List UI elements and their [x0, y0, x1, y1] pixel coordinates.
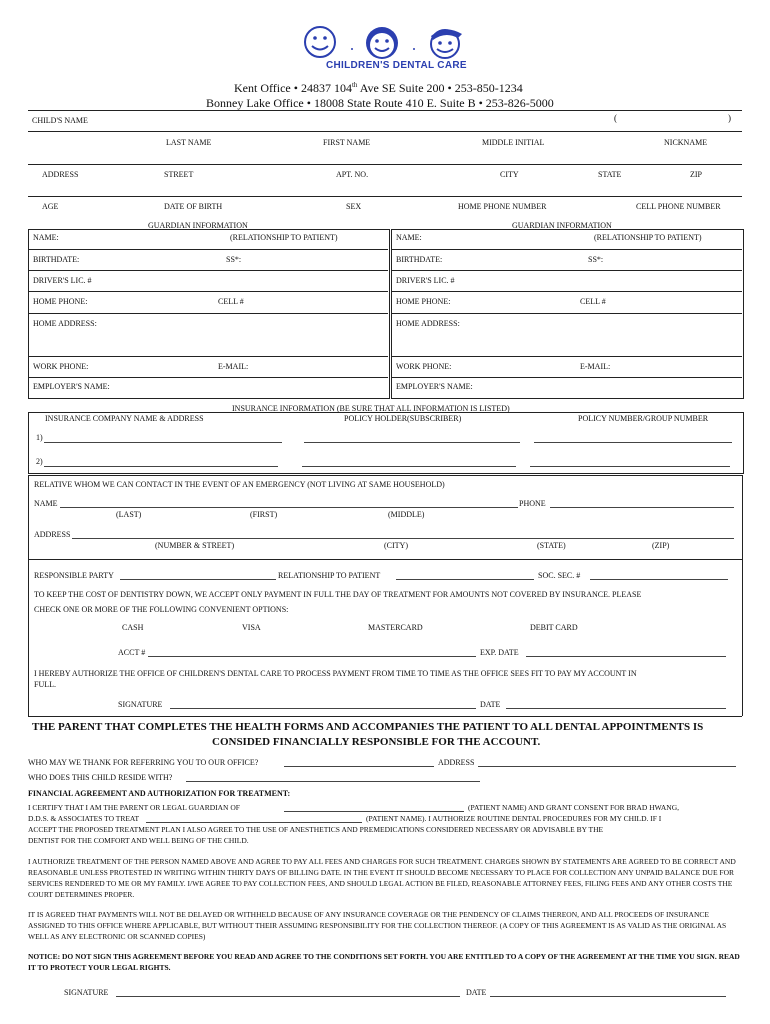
payment-date-label: DATE — [480, 700, 501, 709]
emergency-street-label: (NUMBER & STREET) — [155, 541, 235, 550]
authorize-text-1: I HEREBY AUTHORIZE THE OFFICE OF CHILDREN'S DENTAL CARE TO PROCESS PAYMENT FROM TIME TO TIME AS THE OFFICE SEES FIT TO PAY MY ACCOUNT IN — [34, 669, 637, 678]
g2-cell-label: CELL # — [580, 297, 606, 306]
payment-options-text: CHECK ONE OR MORE OF THE FOLLOWING CONVENIENT OPTIONS: — [34, 605, 289, 614]
logo-text: CHILDREN'S DENTAL CARE — [326, 60, 467, 71]
street-label: STREET — [164, 170, 194, 179]
childs-name-label: CHILD'S NAME — [32, 116, 88, 125]
emergency-phone-label: PHONE — [519, 499, 546, 508]
responsible-party-label: RESPONSIBLE PARTY — [34, 571, 114, 580]
policy-holder-label: POLICY HOLDER(SUBSCRIBER) — [344, 414, 462, 423]
guardian-box-left — [28, 229, 390, 399]
cell-phone-number-label: CELL PHONE NUMBER — [636, 202, 721, 211]
insurance-line-2-label: 2) — [36, 457, 43, 466]
parent-notice-line-1: THE PARENT THAT COMPLETES THE HEALTH FORMS AND ACCOMPANIES THE PATIENT TO ALL DENTAL APPOINTMENTS IS — [32, 721, 704, 733]
visa-option[interactable]: VISA — [242, 623, 261, 632]
g2-work-phone-label: WORK PHONE: — [396, 362, 452, 371]
emergency-zip-label: (ZIP) — [652, 541, 670, 550]
middle-initial-label: MIDDLE INITIAL — [482, 138, 545, 147]
zip-label: ZIP — [690, 170, 702, 179]
agreement-p1-e: ACCEPT THE PROPOSED TREATMENT PLAN I ALSO AGREE TO THE USE OF ANESTHETICS AND PREMEDICATIONS CONSIDERED NECESSARY OR ADVISABLE BY THE — [28, 825, 604, 834]
authorize-text-2: FULL. — [34, 680, 56, 689]
exp-date-label: EXP. DATE — [480, 648, 519, 657]
g2-name-label: NAME: — [396, 233, 422, 242]
last-name-label: LAST NAME — [166, 138, 212, 147]
bonney-lake-office: Bonney Lake Office • 18008 State Route 410 E. Suite B • 253-826-5000 — [206, 96, 554, 110]
g1-employer-label: EMPLOYER'S NAME: — [33, 382, 110, 391]
state-label: STATE — [598, 170, 622, 179]
agreement-p1-f: DENTIST FOR THE COMFORT AND WELL BEING OF THE CHILD. — [28, 836, 249, 845]
g2-home-phone-label: HOME PHONE: — [396, 297, 451, 306]
nickname-label: NICKNAME — [664, 138, 708, 147]
cash-option[interactable]: CASH — [122, 623, 144, 632]
emergency-city-label: (CITY) — [384, 541, 408, 550]
reside-with-label: WHO DOES THIS CHILD RESIDE WITH? — [28, 773, 173, 782]
agreement-signature-label: SIGNATURE — [64, 988, 109, 997]
first-name-label: FIRST NAME — [323, 138, 371, 147]
g2-email-label: E-MAIL: — [580, 362, 611, 371]
g1-work-phone-label: WORK PHONE: — [33, 362, 89, 371]
agreement-p1-b: (PATIENT NAME) AND GRANT CONSENT FOR BRAD HWANG, — [468, 803, 679, 812]
g1-cell-label: CELL # — [218, 297, 244, 306]
emergency-name-label: NAME — [34, 499, 58, 508]
g2-drivers-label: DRIVER'S LIC. # — [396, 276, 455, 285]
g1-name-label: NAME: — [33, 233, 59, 242]
g2-home-address-label: HOME ADDRESS: — [396, 319, 460, 328]
guardian-title-right: GUARDIAN INFORMATION — [512, 221, 612, 230]
g2-birthdate-label: BIRTHDATE: — [396, 255, 443, 264]
smiley-face-center-icon — [366, 27, 398, 59]
dob-label: DATE OF BIRTH — [164, 202, 223, 211]
parent-notice-line-2: CONSIDED FINANCIALLY RESPONSIBLE FOR THE ACCOUNT. — [212, 736, 541, 748]
g1-ss-label: SS*: — [226, 255, 242, 264]
debit-card-option[interactable]: DEBIT CARD — [530, 623, 578, 632]
soc-sec-label: SOC. SEC. # — [538, 571, 581, 580]
guardian-title-left: GUARDIAN INFORMATION — [148, 221, 248, 230]
g1-drivers-label: DRIVER'S LIC. # — [33, 276, 92, 285]
g1-home-phone-label: HOME PHONE: — [33, 297, 88, 306]
nickname-paren-open: ( — [614, 113, 617, 123]
acct-label: ACCT # — [118, 648, 146, 657]
nickname-paren-close: ) — [728, 113, 731, 123]
sex-label: SEX — [346, 202, 362, 211]
emergency-state-label: (STATE) — [537, 541, 566, 550]
policy-number-label: POLICY NUMBER/GROUP NUMBER — [578, 414, 709, 423]
g1-birthdate-label: BIRTHDATE: — [33, 255, 80, 264]
referral-address-label: ADDRESS — [438, 758, 475, 767]
g2-employer-label: EMPLOYER'S NAME: — [396, 382, 473, 391]
insurance-company-label: INSURANCE COMPANY NAME & ADDRESS — [45, 414, 204, 423]
payment-signature-label: SIGNATURE — [118, 700, 163, 709]
emergency-last-label: (LAST) — [116, 510, 142, 519]
city-label: CITY — [500, 170, 519, 179]
agreement-paragraph-3: IT IS AGREED THAT PAYMENTS WILL NOT BE DELAYED OR WITHHELD BECAUSE OF ANY INSURANCE COVERAGE OR THE PENDENCY OF CLAIMS THEREON, AND ALL PROCEEDS OF INSURANCE ASSIGNED TO THIS OFFICE WHERE APPLICABLE, BUT WITHOUT THEIR ASSUMING RESPONSIBILITY FOR THE COLLECTION THEREOF. (A COPY OF THIS AGREEMENT IS AS VALID AS THE ORIGINAL AS WELL AS ANY ELECTRONIC OR SCANNED COPIES) — [28, 910, 727, 941]
agreement-notice: NOTICE: DO NOT SIGN THIS AGREEMENT BEFORE YOU READ AND AGREE TO THE CONDITIONS SET FORTH. YOU ARE ENTITLED TO A COPY OF THE AGREEMENT AT THE TIME YOU SIGN. READ IT TO PROTECT YOUR LEGAL RIGHTS. — [28, 952, 740, 972]
home-phone-number-label: HOME PHONE NUMBER — [458, 202, 547, 211]
referral-question: WHO MAY WE THANK FOR REFERRING YOU TO OUR OFFICE? — [28, 758, 259, 767]
agreement-p1-line1: I CERTIFY THAT I AM THE PARENT OR LEGAL GUARDIAN OF — [28, 803, 240, 812]
g1-email-label: E-MAIL: — [218, 362, 249, 371]
agreement-paragraph-2: I AUTHORIZE TREATMENT OF THE PERSON NAMED ABOVE AND AGREE TO PAY ALL FEES AND CHARGES FOR SUCH TREATMENT. CHARGES SHOWN BY STATEMENTS ARE AGREED TO BE CORRECT AND REASONABLE UNLESS PROTESTED IN WRITING WITHIN THIRTY DAYS OF BILLING DATE. IN THE EVENT IT SHOULD BECOME NECESSARY TO PLACE FOR COLLECTION ANY UNPAID BALANCE DUE FOR SERVICES RENDERED TO ME OR MY FAMILY. I/WE AGREE TO PAY COLLECTION FEES, AND SHOULD LEGAL ACTION BE FILED, REASONABLE ATTORNEY FEES, FILING FEES AND ANY OTHER COSTS THE COURT DETERMINES PROPER. — [28, 857, 736, 899]
logo-faces-graphic — [300, 22, 470, 64]
emergency-title: RELATIVE WHOM WE CAN CONTACT IN THE EVENT OF AN EMERGENCY (NOT LIVING AT SAME HOUSEHOLD) — [34, 480, 445, 489]
g1-relationship-label: (RELATIONSHIP TO PATIENT) — [230, 233, 338, 242]
mastercard-option[interactable]: MASTERCARD — [368, 623, 423, 632]
emergency-address-label: ADDRESS — [34, 530, 71, 539]
smiley-face-left-icon — [305, 27, 335, 57]
agreement-p1-d: (PATIENT NAME). I AUTHORIZE ROUTINE DENTAL PROCEDURES FOR MY CHILD. IF I — [366, 814, 662, 823]
g1-home-address-label: HOME ADDRESS: — [33, 319, 97, 328]
smiley-face-right-icon — [431, 29, 462, 58]
apt-label: APT. NO. — [336, 170, 369, 179]
emergency-first-label: (FIRST) — [250, 510, 278, 519]
emergency-middle-label: (MIDDLE) — [388, 510, 425, 519]
insurance-title: INSURANCE INFORMATION (BE SURE THAT ALL INFORMATION IS LISTED) — [232, 404, 510, 413]
g2-ss-label: SS*: — [588, 255, 604, 264]
g2-relationship-label: (RELATIONSHIP TO PATIENT) — [594, 233, 702, 242]
guardian-box-right — [391, 229, 744, 399]
agreement-date-label: DATE — [466, 988, 487, 997]
agreement-p1-c: D.D.S. & ASSOCIATES TO TREAT — [28, 814, 140, 823]
agreement-title: FINANCIAL AGREEMENT AND AUTHORIZATION FOR TREATMENT: — [28, 789, 291, 798]
age-label: AGE — [42, 202, 59, 211]
insurance-line-1-label: 1) — [36, 433, 43, 442]
kent-office: Kent Office • 24837 104th Ave SE Suite 200 • 253-850-1234 — [234, 81, 523, 95]
address-label: ADDRESS — [42, 170, 79, 179]
relationship-to-patient-label: RELATIONSHIP TO PATIENT — [278, 571, 381, 580]
payment-policy-text: TO KEEP THE COST OF DENTISTRY DOWN, WE ACCEPT ONLY PAYMENT IN FULL THE DAY OF TREATMENT FOR AMOUNTS NOT COVERED BY INSURANCE. PLEASE — [34, 590, 642, 599]
